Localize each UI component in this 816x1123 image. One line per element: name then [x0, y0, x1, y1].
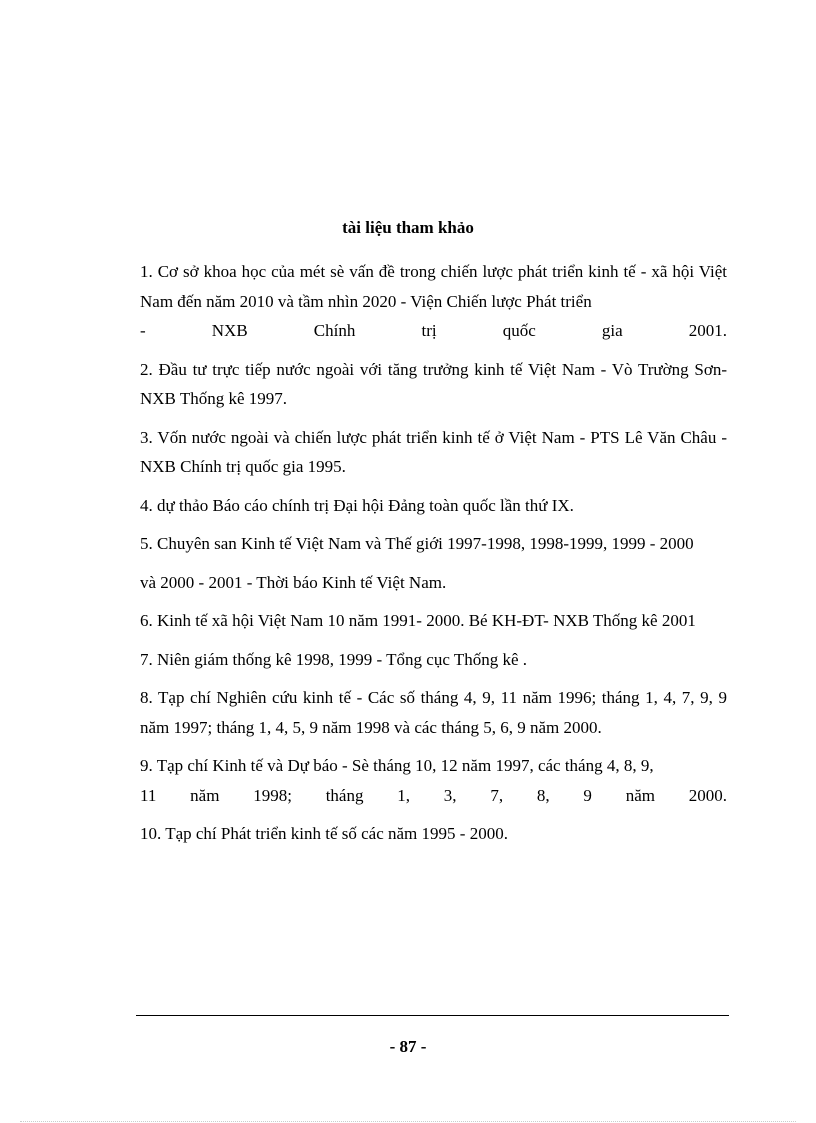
reference-3: 3. Vốn nước ngoài và chiến lược phát triển kinh tế ở Việt Nam - PTS Lê Văn Châu - NXB Chính trị quốc gia 1995. — [140, 427, 727, 476]
reference-6: 6. Kinh tế xã hội Việt Nam 10 năm 1991- 2000. Bé KH-ĐT- NXB Thống kê 2001 — [140, 611, 696, 630]
reference-4: 4. dự thảo Báo cáo chính trị Đại hội Đảng toàn quốc lần thứ IX. — [140, 495, 574, 515]
reference-5-continuation: và 2000 - 2001 - Thời báo Kinh tế Việt Nam. — [140, 572, 447, 592]
reference-2: 2. Đầu tư trực tiếp nước ngoài với tăng trưởng kinh tế Việt Nam - Vò Trường Sơn- NXB Thống kê 1997. — [140, 359, 727, 408]
reference-9-continuation: 11 năm 1998; tháng 1, 3, 7, 8, 9 năm 2000. — [140, 785, 727, 805]
reference-1-text: 1. Cơ sở khoa học của mét sè vấn đề trong chiến lược phát triển kinh tế - xã hội Việt Nam đến năm 2010 và tầm nhìn 2020 - Viện Chiến lược Phát triển — [140, 262, 727, 311]
reference-9 — [140, 751, 727, 810]
reference-5: 5. Chuyên san Kinh tế Việt Nam và Thế giới 1997-1998, 1998-1999, 1999 - 2000 — [140, 534, 694, 553]
reference-1 — [140, 257, 727, 346]
reference-9-text: 9. Tạp chí Kinh tế và Dự báo - Sè tháng 10, 12 năm 1997, các tháng 4, 8, 9, — [140, 756, 654, 775]
page-number: - 87 - — [389, 1037, 427, 1056]
reference-7: 7. Niên giám thống kê 1998, 1999 - Tổng cục Thống kê . — [140, 649, 528, 669]
page-edge-dotted-line — [20, 1121, 796, 1122]
reference-8: 8. Tạp chí Nghiên cứu kinh tế - Các số tháng 4, 9, 11 năm 1996; tháng 1, 4, 7, 9, 9 năm 1997; tháng 1, 4, 5, 9 năm 1998 và các tháng 5, 6, 9 năm 2000. — [140, 688, 727, 737]
page-title: tài liệu tham khảo — [342, 218, 474, 237]
reference-list — [140, 257, 727, 858]
reference-10: 10. Tạp chí Phát triển kinh tế số các năm 1995 - 2000. — [140, 824, 508, 843]
footer-rule — [136, 1015, 729, 1016]
reference-1-publisher: - NXB Chính trị quốc gia 2001. — [140, 321, 727, 340]
